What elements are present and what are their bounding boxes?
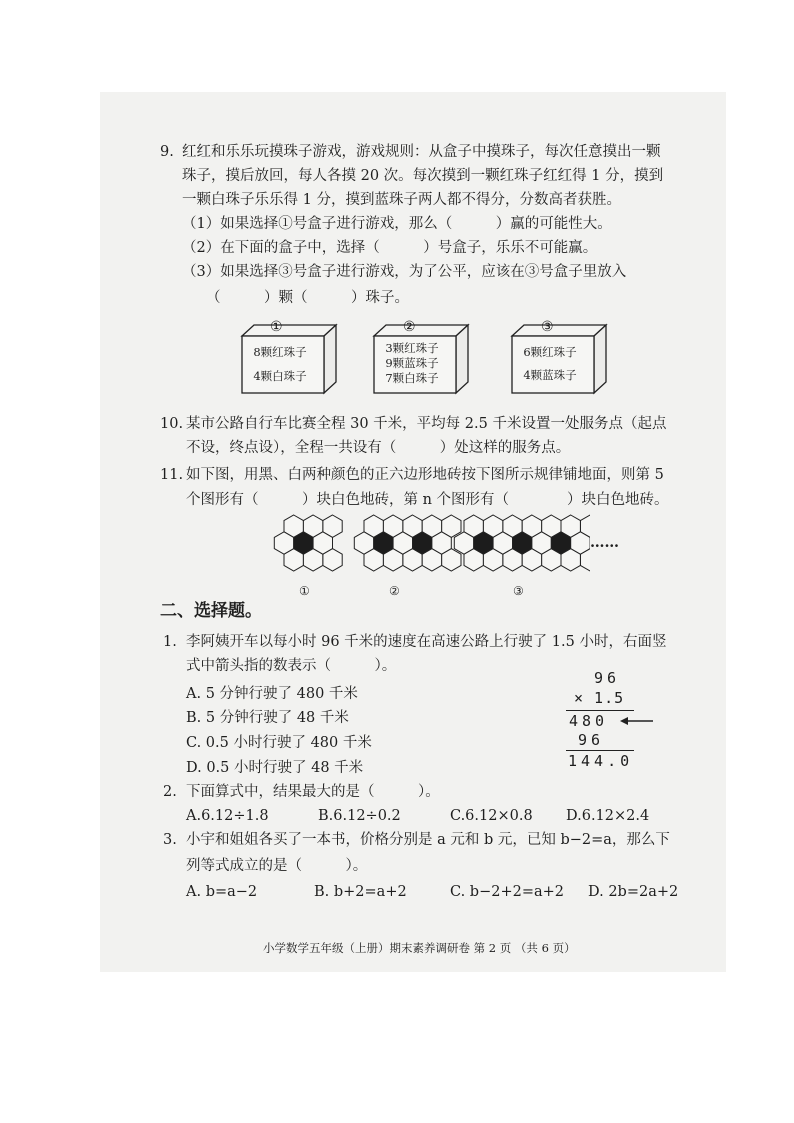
q9-sub3a: （3）如果选择③号盒子进行游戏，为了公平，应该在③号盒子里放入 xyxy=(182,264,627,280)
q9-number: 9. xyxy=(160,144,174,160)
white-hexagon-tile xyxy=(354,532,373,554)
q11-line1: 如下图，用黑、白两种颜色的正六边形地砖按下图所示规律铺地面，则第 5 xyxy=(186,467,664,483)
q9-line1: 红红和乐乐玩摸珠子游戏，游戏规则：从盒子中摸珠子，每次任意摸出一颗 xyxy=(182,144,661,160)
black-hexagon-tile xyxy=(474,532,493,554)
calc-row-5: 144.0 xyxy=(568,752,634,770)
c3-number: 3. xyxy=(163,832,177,848)
q10-line1: 某市公路自行车比赛全程 30 千米，平均每 2.5 千米设置一处服务点（起点 xyxy=(186,416,667,432)
arrow-left-icon xyxy=(620,714,654,728)
c3-option-a: A. b=a−2 xyxy=(186,884,258,900)
calc-row-1: 96 xyxy=(594,669,621,687)
c2-stem: 下面算式中，结果最大的是（ ）。 xyxy=(186,784,440,800)
hexagon-tile-pattern xyxy=(270,510,590,580)
c3-line2: 列等式成立的是（ ）。 xyxy=(186,858,368,874)
section-title: 二、选择题。 xyxy=(160,601,262,621)
white-hexagon-tile xyxy=(493,532,512,554)
white-hexagon-tile xyxy=(454,532,473,554)
box-2-line3: 7颗白珠子 xyxy=(385,371,439,385)
box-1-line1: 8颗红珠子 xyxy=(253,345,307,359)
c3-option-c: C. b−2+2=a+2 xyxy=(450,884,564,900)
box-1-label: ① xyxy=(270,319,283,335)
pattern-ellipsis: …… xyxy=(590,534,619,551)
box-3-line1: 6颗红珠子 xyxy=(523,345,577,359)
q11-line2: 个图形有（ ）块白色地砖，第 n 个图形有（ ）块白色地砖。 xyxy=(186,492,669,508)
pattern-label-2: ② xyxy=(389,584,400,598)
pattern-label-1: ① xyxy=(299,584,310,598)
c3-line1: 小宇和姐姐各买了一本书，价格分别是 a 元和 b 元，已知 b−2=a，那么下 xyxy=(186,832,670,848)
q9-line2: 珠子，摸后放回，每人各摸 20 次。每次摸到一颗红珠子红红得 1 分，摸到 xyxy=(182,168,664,184)
q9-line3: 一颗白珠子乐乐得 1 分，摸到蓝珠子两人都不得分，分数高者获胜。 xyxy=(182,192,621,208)
calc-row-3: 480 xyxy=(569,712,609,730)
white-hexagon-tile xyxy=(274,532,293,554)
c2-number: 2. xyxy=(163,784,177,800)
pattern-label-3: ③ xyxy=(513,584,524,598)
c2-option-b: B.6.12÷0.2 xyxy=(318,808,401,824)
q9-sub3b: （ ）颗（ ）珠子。 xyxy=(206,290,409,306)
white-hexagon-tile xyxy=(393,532,412,554)
box-2-line1: 3颗红珠子 xyxy=(385,341,439,355)
c1-option-c: C. 0.5 小时行驶了 480 千米 xyxy=(186,735,372,751)
q11-number: 11. xyxy=(160,467,184,483)
q9-sub2: （2）在下面的盒子中，选择（ ）号盒子，乐乐不可能赢。 xyxy=(182,240,598,256)
q10-line2: 不设，终点设），全程一共设有（ ）处这样的服务点。 xyxy=(186,440,571,456)
c1-number: 1. xyxy=(163,634,177,650)
c2-option-d: D.6.12×2.4 xyxy=(566,808,650,824)
box-2-label: ② xyxy=(403,319,416,335)
c1-line1: 李阿姨开车以每小时 96 千米的速度在高速公路上行驶了 1.5 小时，右面竖 xyxy=(186,634,667,650)
black-hexagon-tile xyxy=(294,532,313,554)
black-hexagon-tile xyxy=(413,532,432,554)
white-hexagon-tile xyxy=(571,532,590,554)
hexagon-tiles xyxy=(274,515,590,571)
c1-option-d: D. 0.5 小时行驶了 48 千米 xyxy=(186,760,364,776)
c1-line2: 式中箭头指的数表示（ ）。 xyxy=(186,658,397,674)
c3-option-b: B. b+2=a+2 xyxy=(314,884,407,900)
page-footer: 小学数学五年级（上册）期末素养调研卷 第 2 页 （共 6 页） xyxy=(263,941,576,955)
calc-row-2: × 1.5 xyxy=(574,689,625,707)
black-hexagon-tile xyxy=(551,532,570,554)
calc-row-4: 96 xyxy=(578,731,605,749)
black-hexagon-tile xyxy=(374,532,393,554)
box-3-label: ③ xyxy=(541,319,554,335)
black-hexagon-tile xyxy=(513,532,532,554)
white-hexagon-tile xyxy=(313,532,332,554)
white-hexagon-tile xyxy=(532,532,551,554)
box-1-line2: 4颗白珠子 xyxy=(253,369,307,383)
white-hexagon-tile xyxy=(432,532,451,554)
box-3-line2: 4颗蓝珠子 xyxy=(523,368,577,382)
c2-option-a: A.6.12÷1.8 xyxy=(186,808,269,824)
c2-option-c: C.6.12×0.8 xyxy=(450,808,533,824)
q10-number: 10. xyxy=(160,416,184,432)
box-2-line2: 9颗蓝珠子 xyxy=(385,356,439,370)
c3-option-d: D. 2b=2a+2 xyxy=(588,884,679,900)
c1-option-b: B. 5 分钟行驶了 48 千米 xyxy=(186,710,349,726)
q9-sub1: （1）如果选择①号盒子进行游戏，那么（ ）赢的可能性大。 xyxy=(182,216,612,232)
c1-option-a: A. 5 分钟行驶了 480 千米 xyxy=(186,686,358,702)
